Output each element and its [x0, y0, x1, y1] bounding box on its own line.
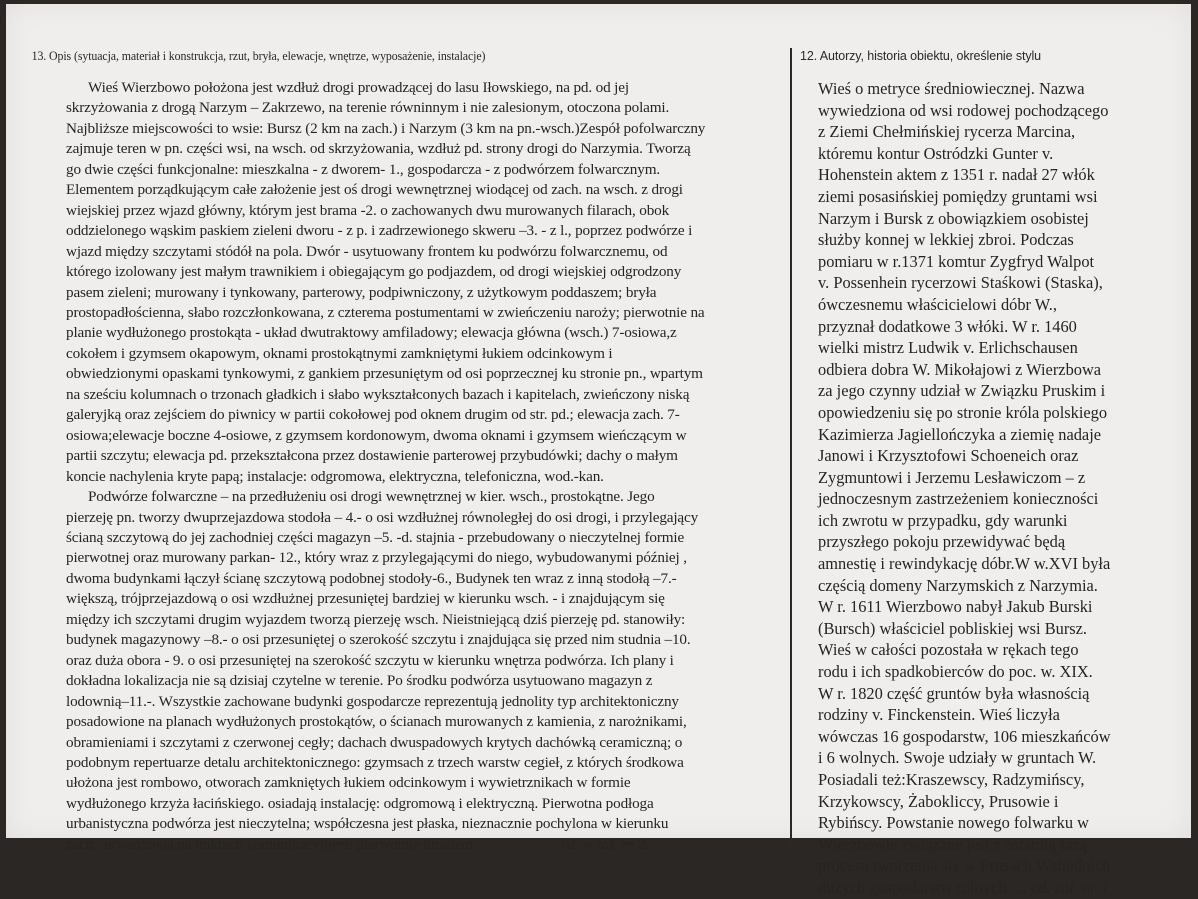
- text-line: wywiedziona od wsi rodowej pochodzącego: [818, 100, 1109, 120]
- text-line: lodownią–11.-. Wszystkie zachowane budynki gospodarcze reprezentują jednolity typ architektoniczny: [66, 692, 679, 710]
- text-line: posadowione na planach wydłużonych prostokątów, o ścianach murowanych z kamienia, z narożnikami,: [66, 713, 687, 731]
- text-line: ziemi posasińskiej pomiędzy gruntami wsi: [818, 186, 1098, 206]
- text-line: podobnym repertuarze detalu architektonicznego: gzymsach z trzech warstw cegieł, z których środkowa: [66, 753, 684, 771]
- text-line: galeryjką oraz zejściem do piwnicy w partii cokołowej pod oknem drugim od str. pd.; elewacja zach. 7-: [66, 406, 680, 424]
- description-heading: 13. Opis (sytuacja, materiał i konstrukcja, rzut, bryła, elewacje, wnętrze, wyposażenie, instalacje): [31, 49, 486, 63]
- text-line: W r. 1820 część gruntów była własnością: [818, 683, 1090, 703]
- text-line: urbanistyczna podwórza jest nieczytelna; współczesna jest płaska, nieznacznie pochylona w kierunku: [66, 815, 669, 833]
- text-line: służby konnej w lekkiej zbroi. Podczas: [818, 230, 1074, 250]
- text-line: pomiaru w r.1371 komtur Zygfryd Walpot: [818, 251, 1095, 271]
- text-line: wydłużonego krzyża łacińskiego. osiadają instalację: odgromową i elektryczną. Pierwotna podłoga: [66, 794, 654, 812]
- text-line: ich zwrotu w przypadku, gdy warunki: [818, 510, 1068, 530]
- text-line: procesu tworzenia się w Prusach Wshodnich: [818, 856, 1111, 876]
- text-line: dwoma budynkami łączył ścianę szczytową podobnej stodoły-6., Budynek ten wraz z inną stodołą –7.-: [66, 569, 677, 587]
- text-line: Krzykowscy, Żabokliccy, Prusowie i: [818, 791, 1059, 811]
- text-line: cokołem i gzymsem okapowym, oknami prostokątnymi zamkniętymi łukiem odcinkowym i: [66, 344, 613, 362]
- text-line: Hohenstein aktem z 1351 r. nadał 27 włók: [818, 165, 1095, 185]
- text-line: Janowi i Krzysztofowi Schoeneich oraz: [818, 446, 1079, 466]
- text-line: Wieś w całości pozostała w rękach tego: [818, 640, 1079, 660]
- text-line: większą, trójprzejazdową o osi wzdłużnej przesuniętej bardziej w kierunku wsch. - i znajdującym się: [66, 590, 665, 608]
- text-line: przyznał dodatkowe 3 włóki. W r. 1460: [818, 316, 1077, 336]
- text-line: ułożona jest rombowo, otworach zamkniętych łukiem odcinkowym i wywietrznikach w formie: [66, 774, 631, 792]
- text-line: budynek magazynowy –8.- o osi przesuniętej o szerokość szczytu i znajdująca się przed nim studnia –10.: [66, 631, 691, 649]
- text-line: partii szczytu; elewacja pd. przekształcona przez dostawienie parterowej przybudówki; dachy o małym: [66, 447, 678, 465]
- text-line: częścią domeny Narzymskich z Narzymia.: [818, 575, 1098, 595]
- text-line: dokładna lokalizacja nie są dzisiaj czytelne w terenie. Po środku podwórza usytuowano magazyn z: [66, 672, 653, 690]
- text-line: opowiedzeniu się po stronie króla polskiego: [818, 402, 1108, 422]
- text-line: dużych gospodarstw rolnych. ... cd. zał. nr 1: [818, 877, 1109, 897]
- text-line: Posiadali też:Kraszewscy, Radzymińscy,: [818, 770, 1085, 789]
- text-line: pierzeję pn. tworzy dwuprzejazdowa stodoła – 4.- o osi wzdłużnej równoległej do osi drogi, i przylegający: [66, 508, 699, 526]
- text-line: którego izolowany jest małym trawnikiem i obiegającym go podjazdem, od drogi wiejskiej odgrodzony: [66, 263, 682, 281]
- text-line: prostopadłościenna, słabo rozczłonkowana, z czterema postumentami w zwieńczeniu naroży; pierwotnie na: [66, 303, 705, 321]
- text-line: oddzielonego wąskim paskiem zieleni dworu - z p. i zadrzewionego skweru –3. - z l., poprzez podwórze i: [66, 222, 693, 240]
- text-line: z Ziemi Chełmińskiej rycerza Marcina,: [818, 122, 1076, 142]
- document-page: [6, 4, 1191, 897]
- text-line: odbiera dobra W. Mikołajowi z Wierzbowa: [818, 359, 1102, 379]
- text-line: (Bursch) właściciel pobliskiej wsi Bursz.: [818, 618, 1088, 638]
- text-line: wjazd między szczytami stódół na pola. Dwór - usytuowany frontem ku podwórzu folwarcznemu, od: [66, 242, 668, 260]
- description-section: [24, 48, 784, 855]
- text-line: i 6 wolnych. Swoje udziały w gruntach W.: [818, 748, 1097, 768]
- text-line: rodziny v. Finckenstein. Wieś liczyła: [818, 705, 1060, 725]
- text-line: wiejskiej przez wjazd główny, którym jest brama -2. o zachowanych dwu murowanych filarach, obok: [66, 201, 670, 219]
- text-line: Zygmuntowi i Jerzemu Lesławiczom – z: [818, 467, 1086, 487]
- text-line: Najbliższe miejscowości to wsie: Bursz (2 km na zach.) i Narzym (3 km na pn.-wsch.)Zespół pofolwarczny: [66, 119, 706, 137]
- text-line: Narzym i Bursk z obowiązkiem osobistej: [818, 208, 1089, 228]
- text-line: rodu i ich spadkobierców do poc. w. XIX.: [818, 662, 1093, 682]
- text-line: pierwotnej oraz murowany parkan- 12., który wraz z przylegającymi do niego, wybudowanymi później ,: [66, 549, 687, 567]
- history-body: [792, 78, 1187, 899]
- text-line: pasem zieleni; murowany i tynkowany, parterowy, podpiwniczony, z użytkowym poddaszem; bryła: [66, 283, 657, 301]
- text-line: obwiedzionymi opaskami tynkowymi, z gankiem przesuniętym od osi poprzecznej ku stronie pn., wpartym: [66, 365, 703, 383]
- text-line: Kazimierza Jagiellończyka a ziemię nadaje: [818, 424, 1102, 444]
- text-line: koncie nachylenia kryte papą; instalacje: odgromowa, elektryczna, telefoniczna, wod.-kan.: [66, 467, 604, 485]
- text-line: zach., utwardzona na traktach komunikacyjnych pierwotnie brukiem ... cd. w zał. nr 2.: [66, 835, 649, 853]
- text-line: wówczas 16 gospodarstw, 106 mieszkańców: [818, 726, 1111, 746]
- text-line: go dwie części funkcjonalne: mieszkalna - z dworem- 1., gospodarcza - z podwórzem folwarcznym.: [66, 160, 661, 178]
- description-body: [24, 78, 784, 855]
- text-line: Wierzbowie związane jest z ostatnią fazą: [818, 834, 1088, 854]
- text-line: oraz duża obora - 9. o osi przesuniętej na szerokość szczytu w kierunku wnętrza podwórza. Ich plany i: [66, 651, 674, 669]
- text-line: za jego czynny udział w Związku Pruskim i: [818, 381, 1106, 401]
- text-line: W r. 1611 Wierzbowo nabył Jakub Burski: [818, 597, 1093, 617]
- text-line: planie wydłużonego prostokąta - układ dwutraktowy amfiladowy; elewacja główna (wsch.) 7-osiowa,z: [66, 324, 677, 342]
- text-line: Podwórze folwarczne – na przedłużeniu osi drogi wewnętrznej w kier. wsch., prostokątne. Jego: [88, 488, 655, 506]
- history-section: [790, 48, 1187, 897]
- text-line: między ich szczytami drugim wyjazdem tworzą pierzeję wsch. Nieistniejącą dziś pierzeję pd. stanowiły:: [66, 610, 686, 628]
- text-line: na sześciu kolumnach o trzonach gładkich i słabo wykształconych bazach i kapitelach, zwieńczony niską: [66, 385, 690, 403]
- text-line: obramieniami i szczytami z czerwonej cegły; dachach dwuspadowych krytych dachówką ceramiczną; o: [66, 733, 683, 751]
- text-line: któremu kontur Ostródzki Gunter v.: [818, 143, 1054, 163]
- text-line: v. Possenhein rycerzowi Staśkowi (Staska),: [818, 273, 1103, 293]
- text-line: ścianą szczytową do jej zachodniej części magazyn –5. -d. stajnia - przebudowany o nieczytelnej formie: [66, 528, 685, 546]
- text-line: osiowa;elewacje boczne 4-osiowe, z gzymsem kordonowym, dwoma oknami i gzymsem wieńczącym w: [66, 426, 687, 444]
- text-line: wielki mistrz Ludwik v. Erlichschausen: [818, 338, 1078, 358]
- text-line: jednoczesnym zastrzeżeniem konieczności: [818, 489, 1099, 509]
- text-line: Wieś o metryce średniowiecznej. Nazwa: [818, 79, 1085, 98]
- text-line: Wieś Wierzbowo położona jest wzdłuż drogi prowadzącej do lasu Iłowskiego, na pd. od jej: [88, 79, 629, 96]
- text-line: amnestię i rewindykację dóbr.W w.XVI była: [818, 554, 1111, 574]
- history-heading: 12. Autorzy, historia obiektu, określenie stylu: [800, 49, 1042, 63]
- continuation-note: cd. zał. nr 1: [1026, 877, 1109, 897]
- continuation-note: cd. w zał. nr 2.: [557, 835, 649, 853]
- text-line: przyszłego pokoju przewidywać będą: [818, 532, 1066, 552]
- text-line: Elementem porządkującym całe założenie jest oś drogi wewnętrznej wiodącej od zach. na wsch. z drogi: [66, 181, 683, 199]
- text-line: Rybińscy. Powstanie nowego folwarku w: [818, 813, 1089, 833]
- text-line: ówczesnemu właścicielowi dóbr W.,: [818, 294, 1057, 314]
- text-line: skrzyżowania z drogą Narzym – Zakrzewo, na terenie równinnym i nie zalesionym, otoczona polami.: [66, 99, 670, 117]
- text-line: zajmuje teren w pn. części wsi, na wsch. od skrzyżowania, wzdłuż pd. strony drogi do Narzymia. Tworzą: [66, 140, 691, 158]
